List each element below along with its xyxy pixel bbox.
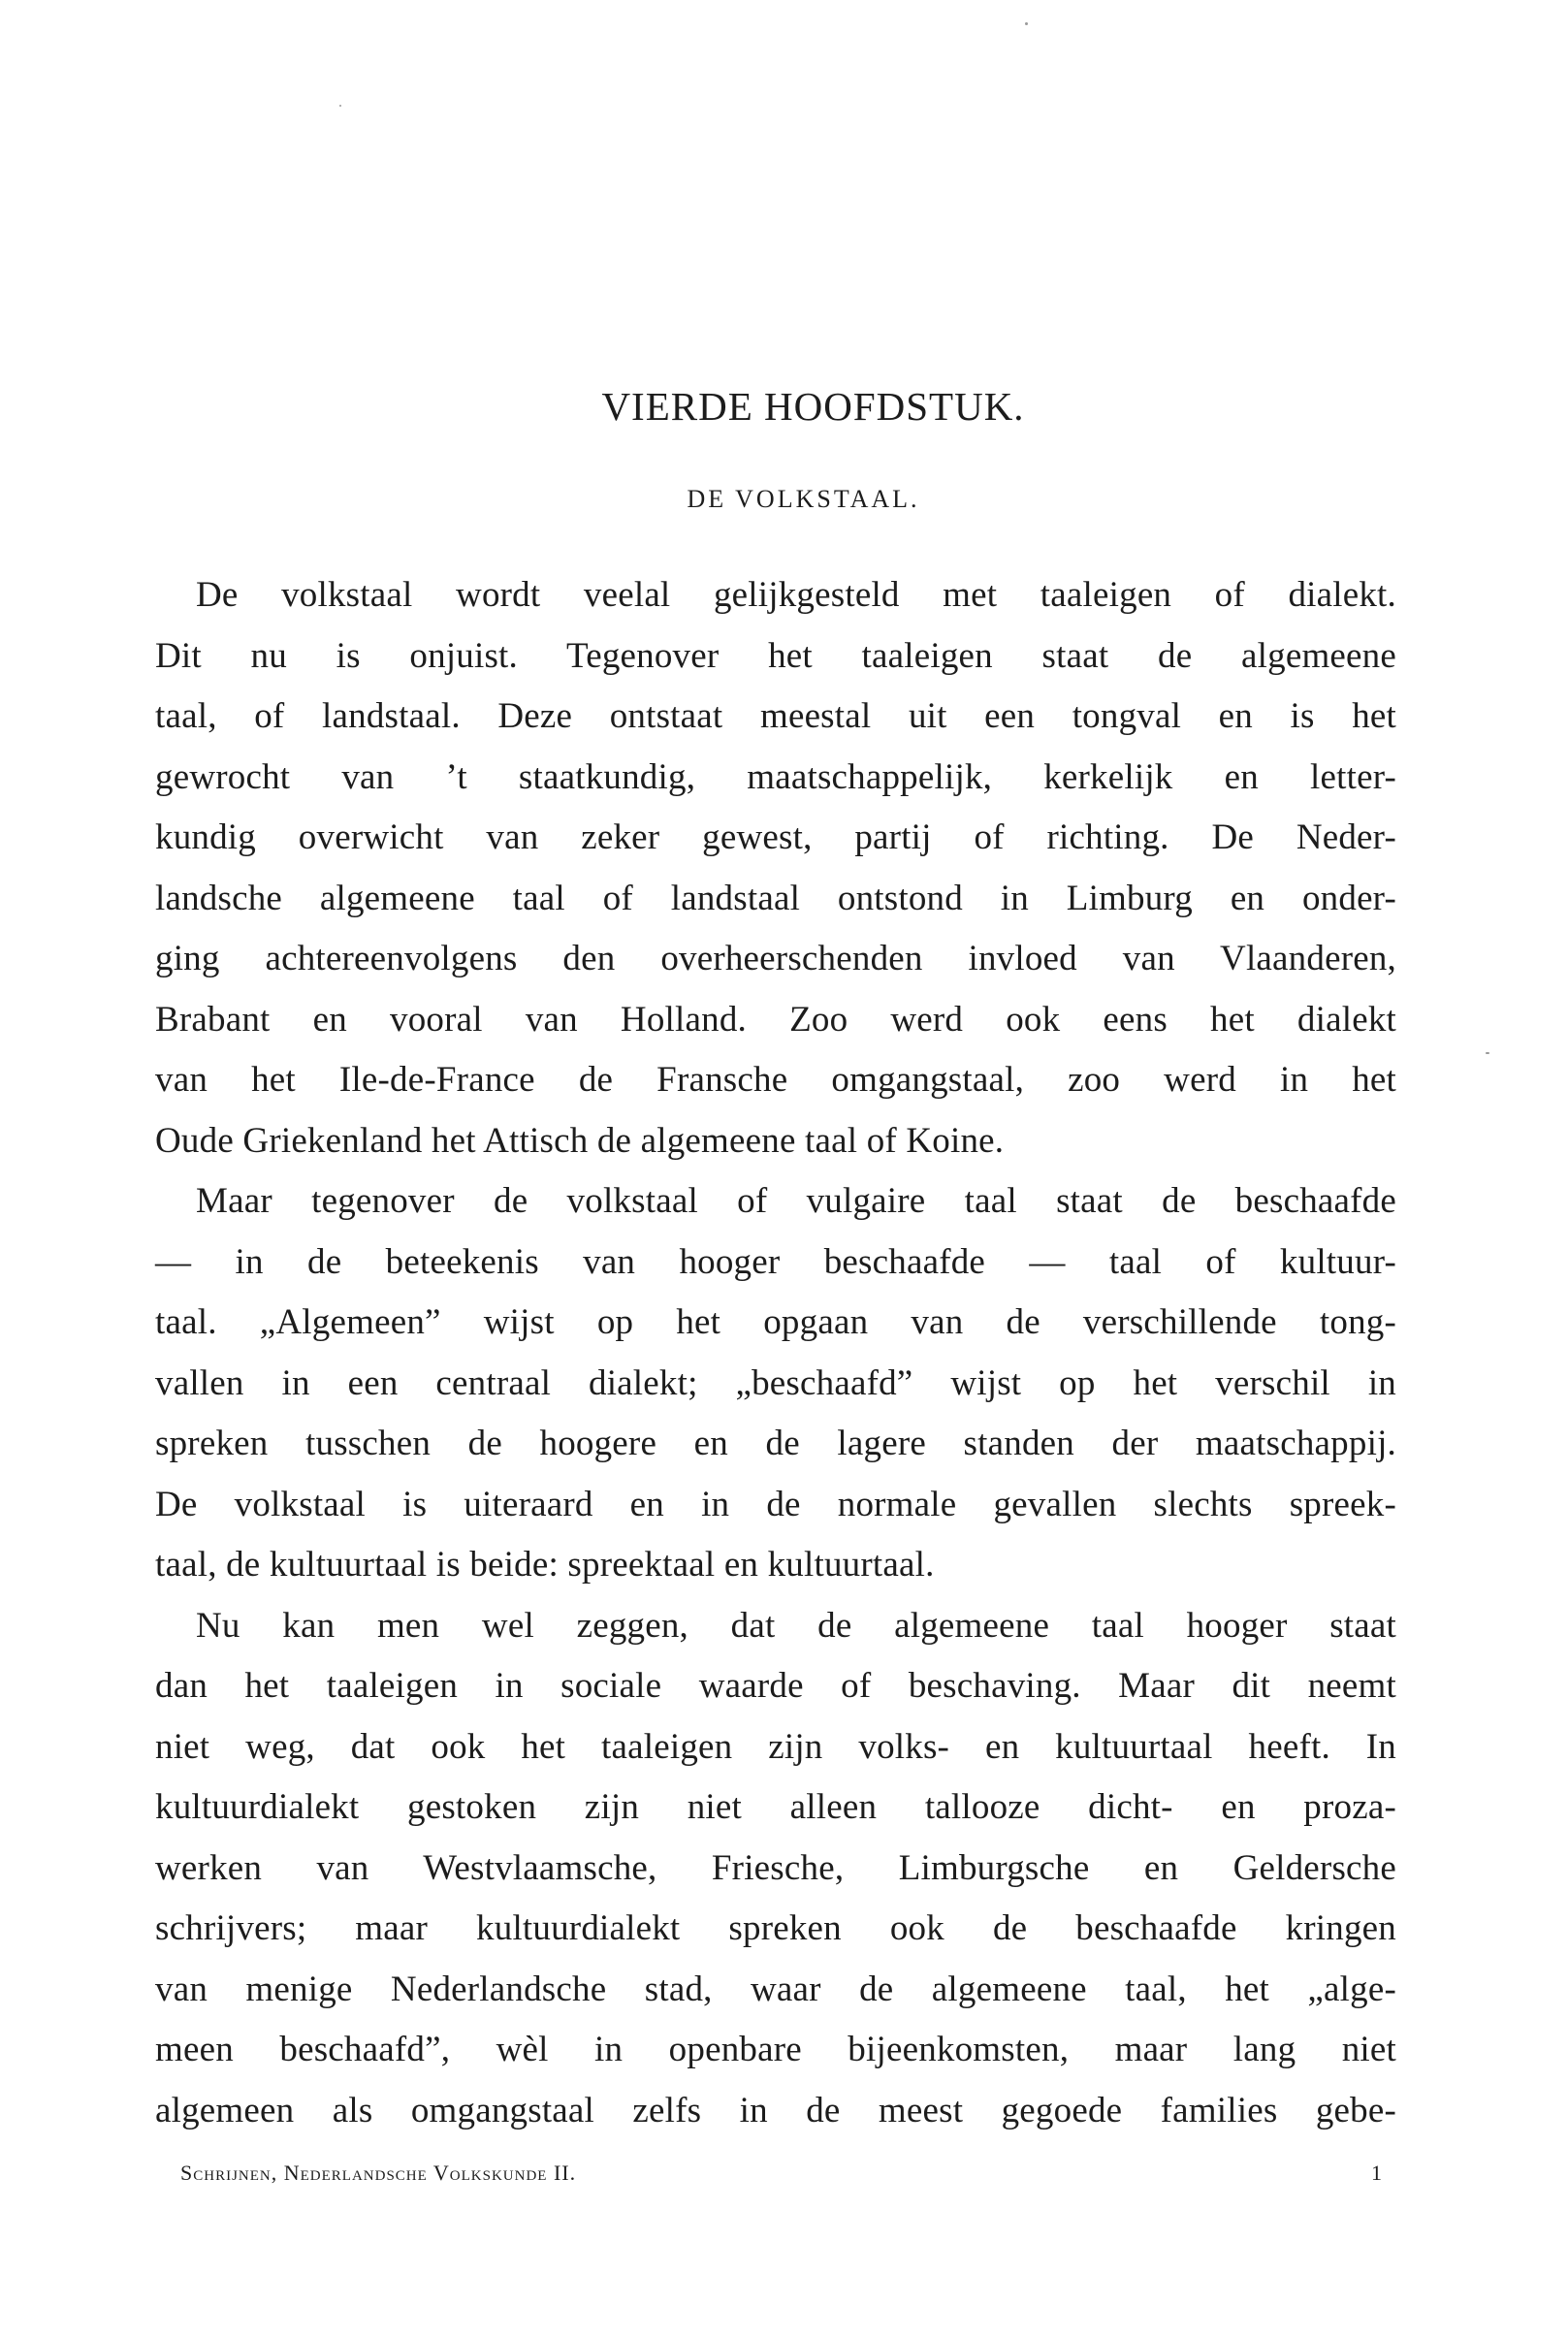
text-line: Dit nu is onjuist. Tegenover het taaleigen staat de algemeene	[155, 635, 1396, 676]
text-line: Nu kan men wel zeggen, dat de algemeene taal hooger staat	[196, 1605, 1396, 1646]
sheet-mark: 1	[1371, 2161, 1383, 2185]
chapter-title: VIERDE HOOFDSTUK.	[601, 384, 1025, 429]
signature-text: Schrijnen, Nederlandsche Volkskunde II.	[180, 2161, 577, 2185]
text-line: De volkstaal is uiteraard en in de normale gevallen slechts spreek-	[155, 1484, 1396, 1524]
text-line: niet weg, dat ook het taaleigen zijn volks- en kultuurtaal heeft. In	[155, 1726, 1396, 1767]
text-line: kundig overwicht van zeker gewest, partij of richting. De Neder-	[155, 817, 1396, 857]
text-line: ging achtereenvolgens den overheerschenden invloed van Vlaanderen,	[155, 939, 1396, 978]
text-line: Maar tegenover de volkstaal of vulgaire taal staat de beschaafde	[196, 1181, 1396, 1221]
text-line: De volkstaal wordt veelal gelijkgesteld met taaleigen of dialekt.	[196, 575, 1396, 615]
text-line: schrijvers; maar kultuurdialekt spreken ook de beschaafde kringen	[155, 1908, 1396, 1948]
paper-speck	[1025, 22, 1028, 25]
text-line: meen beschaafd”, wèl in openbare bijeenkomsten, maar lang niet	[155, 2030, 1396, 2069]
text-line: gewrocht van ’t staatkundig, maatschappelijk, kerkelijk en letter-	[155, 756, 1396, 797]
text-line: werken van Westvlaamsche, Friesche, Limburgsche en Geldersche	[155, 1847, 1396, 1888]
text-line: dan het taaleigen in sociale waarde of beschaving. Maar dit neemt	[155, 1666, 1396, 1706]
text-line: taal, de kultuurtaal is beide: spreektaal en kultuurtaal.	[155, 1545, 935, 1585]
body-text	[155, 565, 1396, 2141]
text-line: spreken tusschen de hoogere en de lagere standen der maatschappij.	[155, 1424, 1396, 1463]
text-line: — in de beteekenis van hooger beschaafde — taal of kultuur-	[155, 1241, 1396, 1282]
text-line: Oude Griekenland het Attisch de algemeene taal of Koine.	[155, 1120, 1005, 1161]
text-line: Brabant en vooral van Holland. Zoo werd ook eens het dialekt	[155, 999, 1396, 1040]
text-line: vallen in een centraal dialekt; „beschaafd” wijst op het verschil in	[155, 1362, 1396, 1403]
text-line: landsche algemeene taal of landstaal ontstond in Limburg en onder-	[155, 878, 1396, 918]
text-line: taal, of landstaal. Deze ontstaat meestal uit een tongval en is het	[155, 696, 1396, 736]
text-line: van het Ile-de-France de Fransche omgangstaal, zoo werd in het	[155, 1060, 1396, 1100]
text-line: kultuurdialekt gestoken zijn niet alleen tallooze dicht- en proza-	[155, 1787, 1396, 1827]
paper-speck	[1486, 1052, 1489, 1054]
section-title: DE VOLKSTAAL.	[687, 485, 920, 513]
text-line: algemeen als omgangstaal zelfs in de meest gegoede families gebe-	[155, 2090, 1396, 2130]
paper-speck	[339, 105, 341, 107]
page-footer	[180, 2161, 1383, 2186]
text-line: van menige Nederlandsche stad, waar de algemeene taal, het „alge-	[155, 1969, 1396, 2009]
text-line: taal. „Algemeen” wijst op het opgaan van de verschillende tong-	[155, 1302, 1396, 1342]
